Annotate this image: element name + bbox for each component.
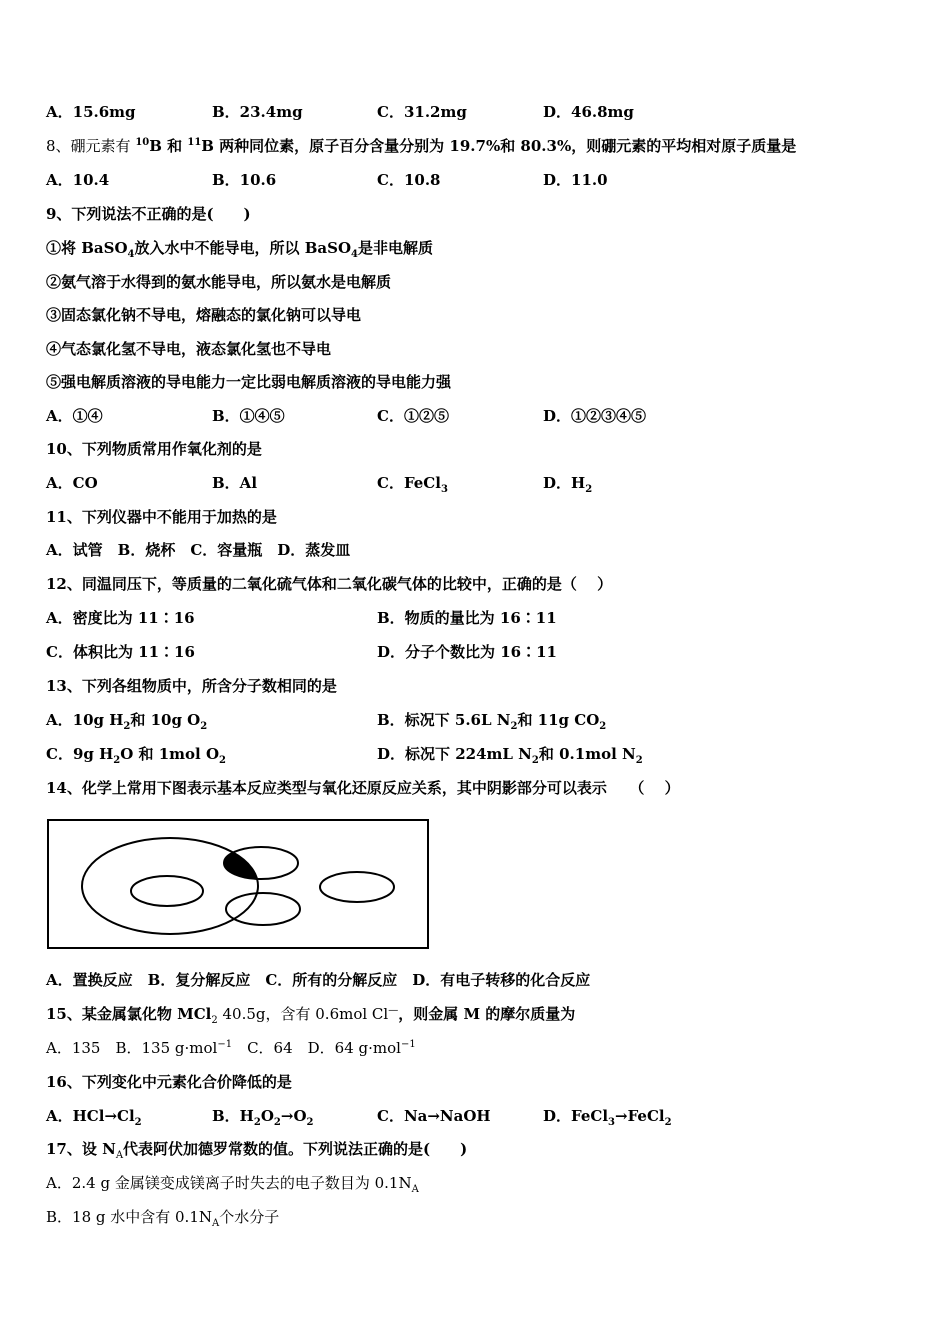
q9-option-c: C．①②⑤ — [377, 407, 449, 425]
q13-option-b: B．标况下 5.6L $N_2$和 11g $CO_2$ — [377, 711, 607, 732]
q12-option-c: C．体积比为 11∶16 — [46, 643, 195, 661]
q15-stem: 15、某金属氯化物 MCl$_2$ 40.5g，含有 0.6mol Cl—，则金属 M 的摩尔质量为 — [46, 1005, 576, 1026]
q9-statement-2: ②氨气溶于水得到的氨水能导电，所以氨水是电解质 — [46, 273, 392, 291]
q8-stem: 8、硼元素有 $^{10}$B 和 $^{11}$B 两种同位素，原子百分含量分别为 19.7%和 80.3%，则硼元素的平均相对原子质量是 — [46, 137, 797, 155]
q11-options: A．试管 B．烧杯 C．容量瓶 D．蒸发皿 — [46, 541, 351, 559]
q13-option-a: A．10g $H_2$和 10g $O_2$ — [46, 711, 208, 732]
q17-stem: 17、设 $N_A$代表阿伏加德罗常数的值。下列说法正确的是( ) — [46, 1140, 468, 1161]
reaction-type-venn-diagram — [46, 818, 430, 952]
q9-stem: 9、下列说法不正确的是( ) — [46, 205, 251, 223]
q8-option-c: C．10.8 — [377, 171, 441, 189]
q7-option-c: C．31.2mg — [377, 103, 467, 121]
q12-stem: 12、同温同压下，等质量的二氧化硫气体和二氧化碳气体的比较中，正确的是（ ） — [46, 575, 613, 593]
q17-option-b: B．18 g 水中含有 $0.1N_A$个水分子 — [46, 1208, 280, 1229]
q7-option-d: D．46.8mg — [543, 103, 634, 121]
q12-option-d: D．分子个数比为 16∶11 — [377, 643, 557, 661]
q12-option-a: A．密度比为 11∶16 — [46, 609, 195, 627]
q10-stem: 10、下列物质常用作氧化剂的是 — [46, 440, 262, 458]
q9-statement-4: ④气态氯化氢不导电，液态氯化氢也不导电 — [46, 340, 332, 358]
q16-option-d: D．FeCl$_3$→FeCl$_2$ — [543, 1107, 672, 1128]
q10-option-c: C．FeCl$_3$ — [377, 474, 448, 495]
q9-option-d: D．①②③④⑤ — [543, 407, 647, 425]
q10-option-a: A．CO — [46, 474, 98, 492]
q9-option-b: B．①④⑤ — [212, 407, 285, 425]
q13-option-c: C．9g $H_2O$ 和 1mol $O_2$ — [46, 745, 227, 766]
q9-option-a: A．①④ — [46, 407, 103, 425]
q12-option-b: B．物质的量比为 16∶11 — [377, 609, 557, 627]
q13-option-d: D．标况下 224mL $N_2$和 0.1mol $N_2$ — [377, 745, 643, 766]
q16-stem: 16、下列变化中元素化合价降低的是 — [46, 1073, 292, 1091]
q8-option-b: B．10.6 — [212, 171, 277, 189]
q9-statement-5: ⑤强电解质溶液的导电能力一定比弱电解质溶液的导电能力强 — [46, 373, 452, 391]
diagram-frame — [48, 820, 428, 948]
q10-option-b: B．Al — [212, 474, 258, 492]
q8-option-a: A．10.4 — [46, 171, 110, 189]
q14-stem: 14、化学上常用下图表示基本反应类型与氧化还原反应关系，其中阴影部分可以表示 （ ） — [46, 779, 680, 797]
q8-option-d: D．11.0 — [543, 171, 608, 189]
q14-options: A．置换反应 B．复分解反应 C．所有的分解反应 D．有电子转移的化合反应 — [46, 971, 591, 989]
q10-option-d: D．$H_2$ — [543, 474, 593, 495]
q7-option-a: A．15.6mg — [46, 103, 136, 121]
q16-option-c: C．Na→NaOH — [377, 1107, 491, 1125]
q16-option-b: B．$H_2O_2\to O_2$ — [212, 1107, 314, 1128]
q16-option-a: A．$HCl\to Cl_2$ — [46, 1107, 142, 1128]
q15-options: A．135 B．135 g·mol$^{-1}$ C．64 D．64 g·mol$^{-1}$ — [46, 1039, 416, 1057]
q7-option-b: B．23.4mg — [212, 103, 303, 121]
q11-stem: 11、下列仪器中不能用于加热的是 — [46, 508, 277, 526]
q17-option-a: A．2.4 g 金属镁变成镁离子时失去的电子数目为 $0.1N_A$ — [46, 1174, 419, 1195]
q13-stem: 13、下列各组物质中，所含分子数相同的是 — [46, 677, 337, 695]
q9-statement-1: ①将 BaSO$_4$放入水中不能导电，所以 BaSO$_4$是非电解质 — [46, 239, 434, 260]
q9-statement-3: ③固态氯化钠不导电，熔融态的氯化钠可以导电 — [46, 306, 362, 324]
